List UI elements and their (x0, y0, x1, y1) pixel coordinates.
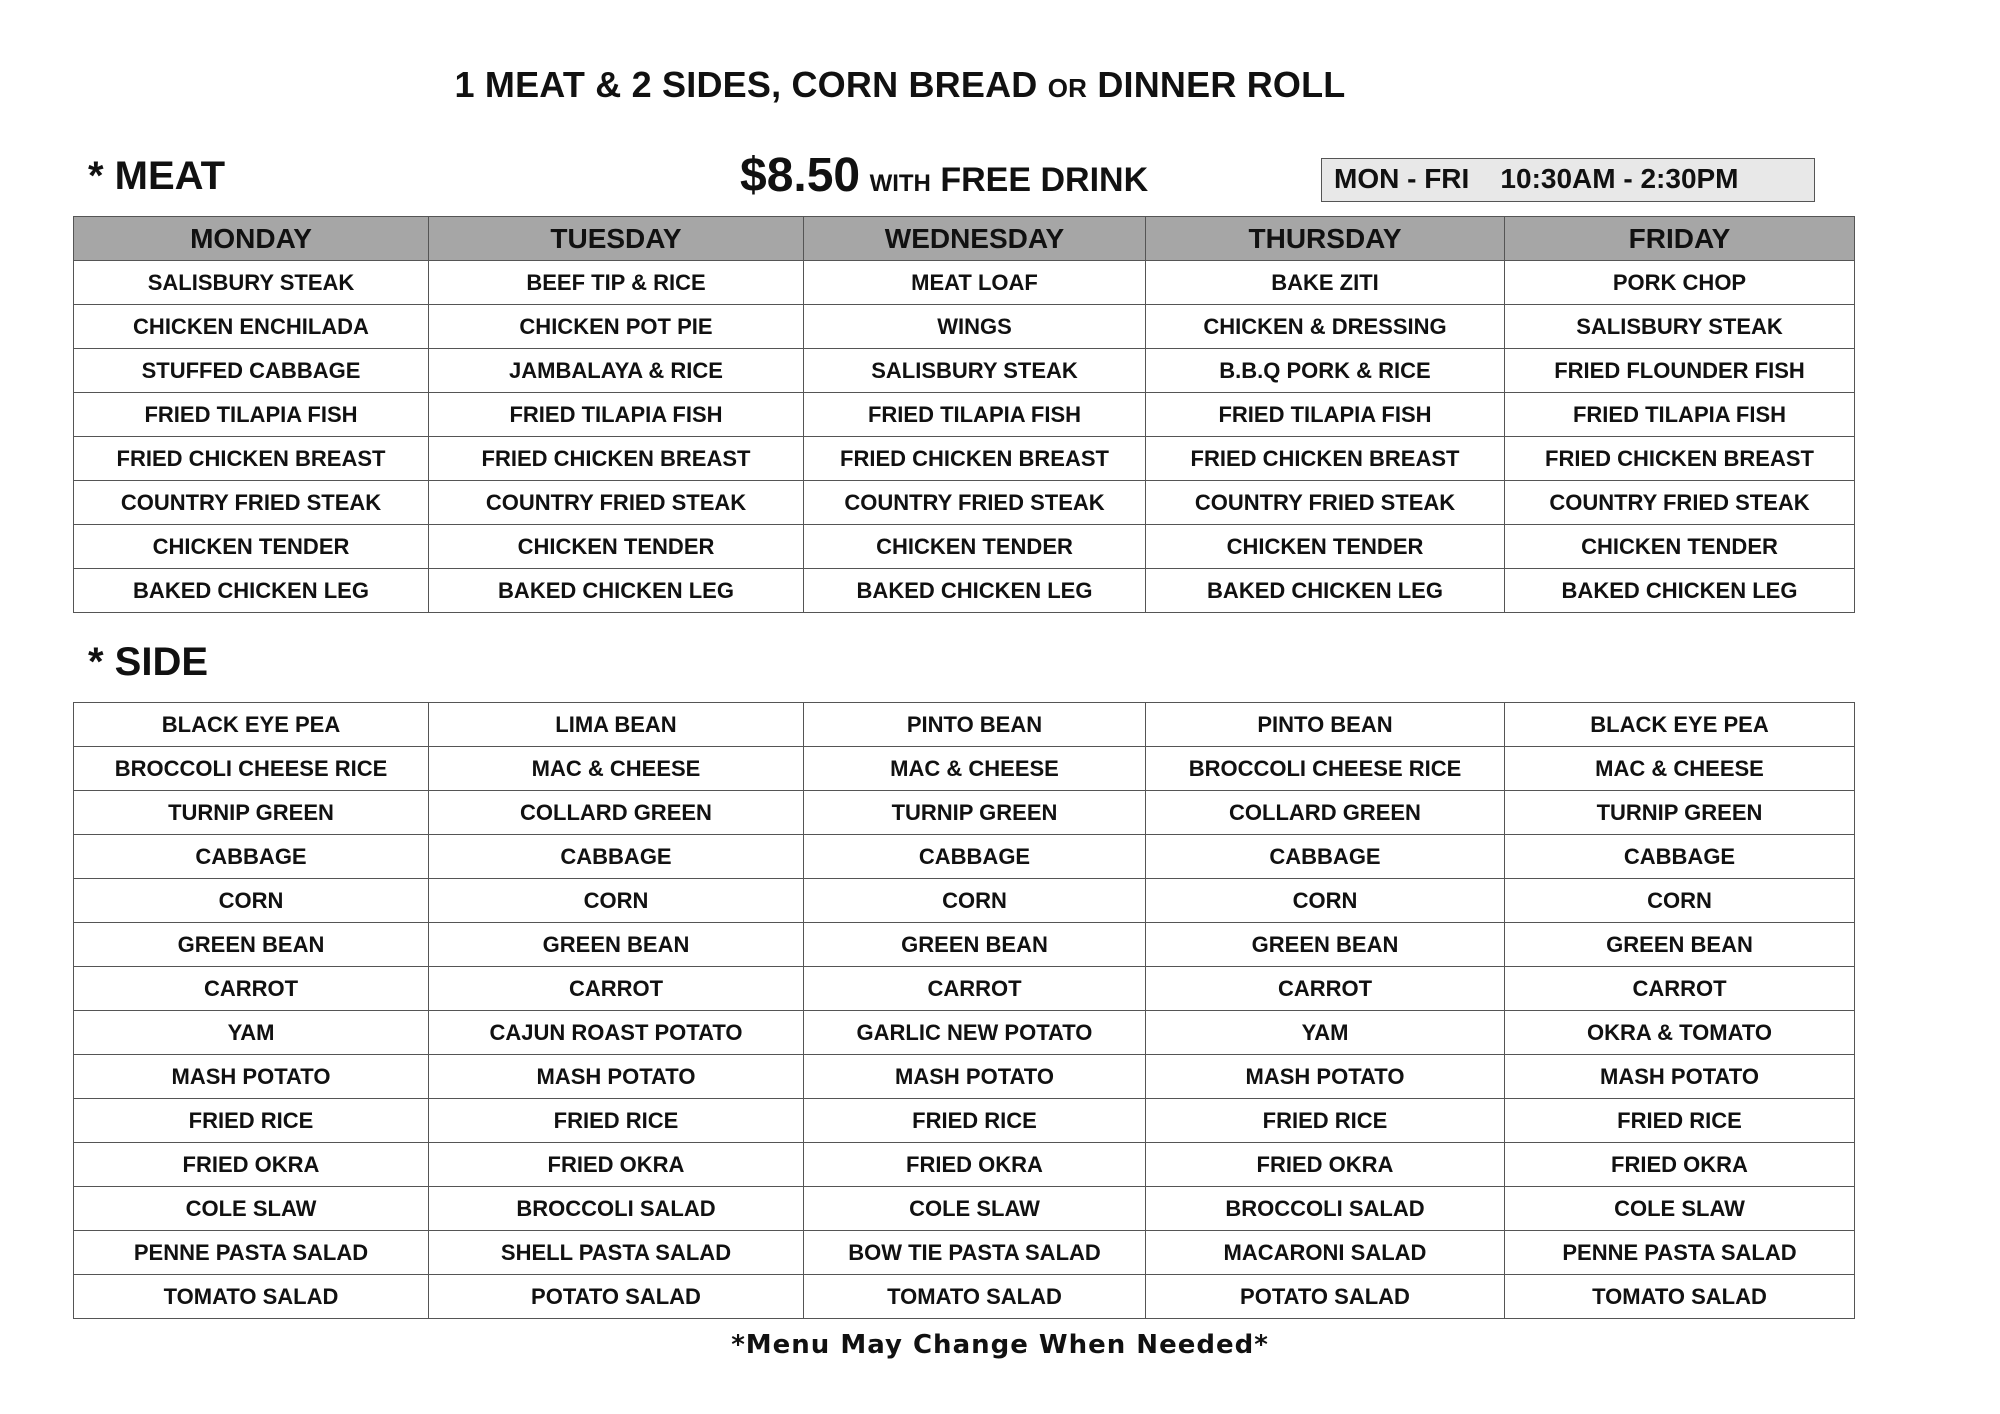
title-part2: DINNER ROLL (1097, 64, 1346, 105)
meat-row-cell: CHICKEN POT PIE (429, 305, 804, 349)
meat-row-cell: SALISBURY STEAK (804, 349, 1146, 393)
side-section-label: * SIDE (88, 640, 209, 684)
side-row-cell: BOW TIE PASTA SALAD (804, 1231, 1146, 1275)
meat-row-cell: COUNTRY FRIED STEAK (804, 481, 1146, 525)
meat-row (74, 349, 1855, 393)
side-row-cell: FRIED RICE (429, 1099, 804, 1143)
title-or: OR (1047, 73, 1088, 103)
meat-row (74, 481, 1855, 525)
meat-row-cell: BAKED CHICKEN LEG (429, 569, 804, 613)
side-row-cell: POTATO SALAD (429, 1275, 804, 1319)
meat-row-cell: WINGS (804, 305, 1146, 349)
day-header-wednesday: WEDNESDAY (804, 217, 1146, 261)
side-row-cell: PINTO BEAN (1146, 703, 1505, 747)
side-row-cell: MAC & CHEESE (804, 747, 1146, 791)
side-row-cell: CORN (1146, 879, 1505, 923)
side-row (74, 923, 1855, 967)
side-row-cell: COLE SLAW (804, 1187, 1146, 1231)
side-row (74, 703, 1855, 747)
side-row-cell: TURNIP GREEN (804, 791, 1146, 835)
side-row (74, 967, 1855, 1011)
meat-row-cell: FRIED TILAPIA FISH (1146, 393, 1505, 437)
side-row-cell: CARROT (429, 967, 804, 1011)
meat-row (74, 525, 1855, 569)
side-row-cell: MAC & CHEESE (429, 747, 804, 791)
side-row-cell: COLE SLAW (74, 1187, 429, 1231)
side-row-cell: CABBAGE (1505, 835, 1855, 879)
side-row-cell: CORN (74, 879, 429, 923)
meat-row-cell: PORK CHOP (1505, 261, 1855, 305)
side-row-cell: BLACK EYE PEA (74, 703, 429, 747)
side-row (74, 1143, 1855, 1187)
side-row-cell: FRIED OKRA (804, 1143, 1146, 1187)
side-row-cell: TURNIP GREEN (1505, 791, 1855, 835)
side-row-cell: GARLIC NEW POTATO (804, 1011, 1146, 1055)
meat-row (74, 569, 1855, 613)
side-row-cell: FRIED OKRA (74, 1143, 429, 1187)
day-header-monday: MONDAY (74, 217, 429, 261)
side-row-cell: CORN (429, 879, 804, 923)
side-row-cell: COLLARD GREEN (429, 791, 804, 835)
menu-change-note: *Menu May Change When Needed* (731, 1330, 1269, 1360)
side-row-cell: GREEN BEAN (1505, 923, 1855, 967)
side-row (74, 1011, 1855, 1055)
side-row-cell: SHELL PASTA SALAD (429, 1231, 804, 1275)
side-row-cell: TURNIP GREEN (74, 791, 429, 835)
side-row-cell: CARROT (1505, 967, 1855, 1011)
side-row (74, 791, 1855, 835)
side-row-cell: YAM (74, 1011, 429, 1055)
side-row-cell: TOMATO SALAD (804, 1275, 1146, 1319)
meat-row-cell: BAKED CHICKEN LEG (804, 569, 1146, 613)
side-row-cell: MACARONI SALAD (1146, 1231, 1505, 1275)
meat-row-cell: BEEF TIP & RICE (429, 261, 804, 305)
meat-row-cell: CHICKEN TENDER (1505, 525, 1855, 569)
side-row-cell: CABBAGE (74, 835, 429, 879)
meat-row-cell: JAMBALAYA & RICE (429, 349, 804, 393)
meat-table (73, 216, 1855, 613)
menu-title (0, 64, 1800, 106)
meat-section-label: * MEAT (88, 154, 226, 198)
side-row-cell: CARROT (1146, 967, 1505, 1011)
meat-row-cell: FRIED CHICKEN BREAST (429, 437, 804, 481)
side-row (74, 1231, 1855, 1275)
day-header-tuesday: TUESDAY (429, 217, 804, 261)
side-row-cell: CORN (1505, 879, 1855, 923)
meat-row (74, 261, 1855, 305)
side-row-cell: POTATO SALAD (1146, 1275, 1505, 1319)
meat-row-cell: SALISBURY STEAK (74, 261, 429, 305)
meat-row-cell: COUNTRY FRIED STEAK (1146, 481, 1505, 525)
price-amount: $8.50 (740, 149, 861, 202)
side-row-cell: CAJUN ROAST POTATO (429, 1011, 804, 1055)
side-row-cell: MASH POTATO (74, 1055, 429, 1099)
hours-box: MON - FRI 10:30AM - 2:30PM (1321, 158, 1815, 202)
side-row-cell: BROCCOLI CHEESE RICE (74, 747, 429, 791)
meat-row-cell: COUNTRY FRIED STEAK (1505, 481, 1855, 525)
side-row (74, 835, 1855, 879)
side-row-cell: LIMA BEAN (429, 703, 804, 747)
side-row-cell: FRIED OKRA (429, 1143, 804, 1187)
meat-row-cell: FRIED CHICKEN BREAST (74, 437, 429, 481)
side-row (74, 1187, 1855, 1231)
side-table-body (74, 703, 1855, 1319)
side-row-cell: COLLARD GREEN (1146, 791, 1505, 835)
side-table (73, 702, 1855, 1319)
meat-row-cell: MEAT LOAF (804, 261, 1146, 305)
day-header-thursday: THURSDAY (1146, 217, 1505, 261)
meat-row-cell: FRIED CHICKEN BREAST (1146, 437, 1505, 481)
side-row-cell: FRIED RICE (1146, 1099, 1505, 1143)
price-line (740, 148, 1148, 203)
side-row-cell: MASH POTATO (804, 1055, 1146, 1099)
side-row-cell: CORN (804, 879, 1146, 923)
side-row (74, 1275, 1855, 1319)
side-row-cell: GREEN BEAN (429, 923, 804, 967)
side-row-cell: CABBAGE (429, 835, 804, 879)
side-row-cell: BROCCOLI CHEESE RICE (1146, 747, 1505, 791)
side-row-cell: MASH POTATO (1505, 1055, 1855, 1099)
side-row-cell: MASH POTATO (429, 1055, 804, 1099)
side-row-cell: FRIED RICE (1505, 1099, 1855, 1143)
meat-row-cell: FRIED TILAPIA FISH (74, 393, 429, 437)
meat-row-cell: CHICKEN ENCHILADA (74, 305, 429, 349)
side-row-cell: BROCCOLI SALAD (1146, 1187, 1505, 1231)
side-row-cell: MASH POTATO (1146, 1055, 1505, 1099)
side-row-cell: MAC & CHEESE (1505, 747, 1855, 791)
day-header-row (74, 217, 1855, 261)
side-row-cell: OKRA & TOMATO (1505, 1011, 1855, 1055)
meat-row-cell: CHICKEN TENDER (429, 525, 804, 569)
meat-row (74, 305, 1855, 349)
meat-row (74, 393, 1855, 437)
meat-row-cell: CHICKEN TENDER (804, 525, 1146, 569)
price-with: WITH (869, 170, 931, 197)
meat-row (74, 437, 1855, 481)
title-part1: 1 MEAT & 2 SIDES, CORN BREAD (454, 64, 1038, 105)
meat-row-cell: SALISBURY STEAK (1505, 305, 1855, 349)
day-header-friday: FRIDAY (1505, 217, 1855, 261)
side-row-cell: GREEN BEAN (804, 923, 1146, 967)
side-row-cell: TOMATO SALAD (74, 1275, 429, 1319)
side-row-cell: GREEN BEAN (1146, 923, 1505, 967)
side-row-cell: FRIED OKRA (1146, 1143, 1505, 1187)
meat-table-body (74, 261, 1855, 613)
side-row-cell: FRIED RICE (804, 1099, 1146, 1143)
side-row-cell: YAM (1146, 1011, 1505, 1055)
side-row (74, 879, 1855, 923)
meat-row-cell: B.B.Q PORK & RICE (1146, 349, 1505, 393)
side-row-cell: CABBAGE (804, 835, 1146, 879)
meat-row-cell: FRIED TILAPIA FISH (429, 393, 804, 437)
meat-row-cell: FRIED TILAPIA FISH (1505, 393, 1855, 437)
side-row (74, 747, 1855, 791)
side-row-cell: PENNE PASTA SALAD (1505, 1231, 1855, 1275)
meat-row-cell: BAKED CHICKEN LEG (74, 569, 429, 613)
price-free-drink: FREE DRINK (940, 161, 1149, 199)
meat-row-cell: CHICKEN TENDER (1146, 525, 1505, 569)
side-row-cell: GREEN BEAN (74, 923, 429, 967)
meat-row-cell: COUNTRY FRIED STEAK (429, 481, 804, 525)
side-row-cell: PENNE PASTA SALAD (74, 1231, 429, 1275)
meat-row-cell: CHICKEN & DRESSING (1146, 305, 1505, 349)
side-row-cell: CARROT (804, 967, 1146, 1011)
side-row-cell: CABBAGE (1146, 835, 1505, 879)
side-row-cell: BROCCOLI SALAD (429, 1187, 804, 1231)
meat-row-cell: BAKED CHICKEN LEG (1505, 569, 1855, 613)
side-row-cell: TOMATO SALAD (1505, 1275, 1855, 1319)
meat-row-cell: BAKE ZITI (1146, 261, 1505, 305)
side-row-cell: COLE SLAW (1505, 1187, 1855, 1231)
meat-row-cell: FRIED CHICKEN BREAST (1505, 437, 1855, 481)
side-row-cell: BLACK EYE PEA (1505, 703, 1855, 747)
meat-row-cell: BAKED CHICKEN LEG (1146, 569, 1505, 613)
meat-row-cell: STUFFED CABBAGE (74, 349, 429, 393)
side-row (74, 1055, 1855, 1099)
side-row-cell: FRIED RICE (74, 1099, 429, 1143)
side-row-cell: PINTO BEAN (804, 703, 1146, 747)
meat-row-cell: FRIED FLOUNDER FISH (1505, 349, 1855, 393)
meat-row-cell: FRIED CHICKEN BREAST (804, 437, 1146, 481)
meat-row-cell: COUNTRY FRIED STEAK (74, 481, 429, 525)
side-row (74, 1099, 1855, 1143)
meat-row-cell: FRIED TILAPIA FISH (804, 393, 1146, 437)
meat-row-cell: CHICKEN TENDER (74, 525, 429, 569)
side-row-cell: CARROT (74, 967, 429, 1011)
side-row-cell: FRIED OKRA (1505, 1143, 1855, 1187)
